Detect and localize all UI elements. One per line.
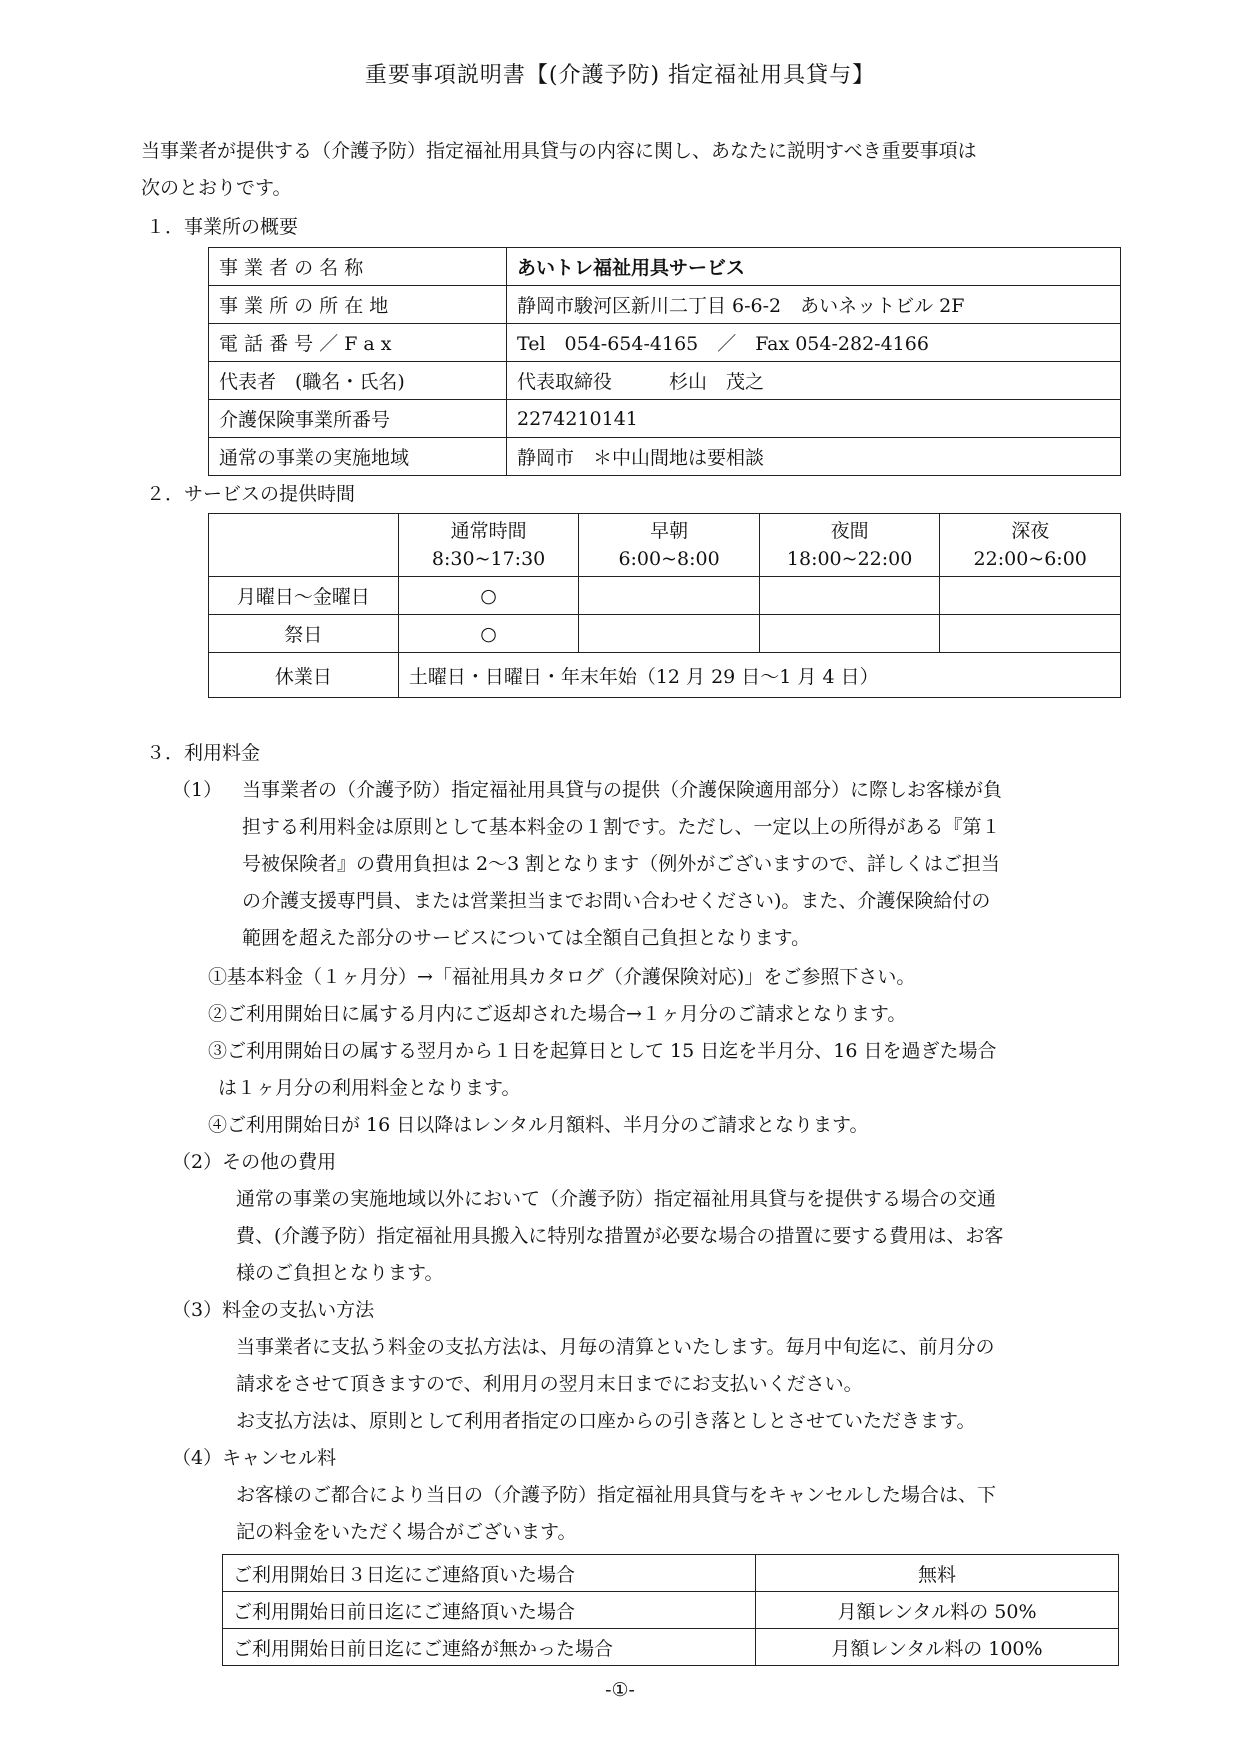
fee-item: は１ヶ月分の利用料金となります。 bbox=[218, 1077, 521, 1099]
fee-item: ③ご利用開始日の属する翌月から１日を起算日として 15 日迄を半月分、16 日を過ぎた場合 bbox=[208, 1040, 997, 1062]
row-label: 電 話 番 号 ／ F a x bbox=[209, 324, 507, 362]
p4-line: お客様のご都合により当日の（介護予防）指定福祉用具貸与をキャンセルした場合は、下 bbox=[236, 1484, 997, 1506]
table-row bbox=[223, 1592, 1119, 1629]
column-header: 通常時間 8:30~17:30 bbox=[398, 514, 579, 577]
cancellation-fee-table bbox=[222, 1554, 1119, 1666]
table-cell bbox=[940, 577, 1121, 615]
fee-item: ①基本料金（１ヶ月分）→「福祉用具カタログ（介護保険対応)」をご参照下さい。 bbox=[208, 966, 916, 988]
p1-line: 当事業者の（介護予防）指定福祉用具貸与の提供（介護保険適用部分）に際しお客様が負 bbox=[242, 779, 1003, 801]
cancel-condition: ご利用開始日３日迄にご連絡頂いた場合 bbox=[223, 1555, 756, 1592]
table-cell bbox=[759, 577, 940, 615]
p4-heading: （4）キャンセル料 bbox=[172, 1447, 337, 1469]
p3-line: 請求をさせて頂きますので、利用月の翌月末日までにお支払いください。 bbox=[236, 1373, 863, 1395]
p3-line: 当事業者に支払う料金の支払方法は、月毎の清算といたします。毎月中旬迄に、前月分の bbox=[236, 1336, 995, 1358]
p1-line: 範囲を超えた部分のサービスについては全額自己負担となります。 bbox=[242, 927, 811, 949]
section3-heading: ３．利用料金 bbox=[146, 742, 261, 764]
row-label: 休業日 bbox=[209, 653, 399, 698]
row-value: Tel 054-654-4165 ／ Fax 054-282-4166 bbox=[507, 324, 1121, 362]
p2-line: 費、(介護予防）指定福祉用具搬入に特別な措置が必要な場合の措置に要する費用は、お客 bbox=[236, 1225, 1004, 1247]
service-hours-table bbox=[208, 513, 1121, 698]
column-header: 深夜 22:00~6:00 bbox=[940, 514, 1121, 577]
row-label: 通常の事業の実施地域 bbox=[209, 438, 507, 476]
p3-heading: （3）料金の支払い方法 bbox=[172, 1299, 375, 1321]
cancel-fee: 月額レンタル料の 50% bbox=[756, 1592, 1119, 1629]
cancel-fee: 月額レンタル料の 100% bbox=[756, 1629, 1119, 1666]
row-value: 2274210141 bbox=[507, 400, 1121, 438]
section1-heading: １．事業所の概要 bbox=[146, 216, 299, 238]
p2-heading: （2）その他の費用 bbox=[172, 1151, 337, 1173]
cancel-condition: ご利用開始日前日迄にご連絡が無かった場合 bbox=[223, 1629, 756, 1666]
row-label: 事 業 所 の 所 在 地 bbox=[209, 286, 507, 324]
row-label: 事 業 者 の 名 称 bbox=[209, 248, 507, 286]
table-header-row bbox=[209, 514, 1121, 577]
header-empty bbox=[209, 514, 399, 577]
row-value: 静岡市 ＊中山間地は要相談 bbox=[507, 438, 1121, 476]
table-row bbox=[209, 438, 1121, 476]
intro-line-2: 次のとおりです。 bbox=[141, 177, 292, 199]
p1-line: 号被保険者』の費用負担は 2～3 割となります（例外がございますので、詳しくはご担当 bbox=[242, 853, 1000, 875]
table-cell bbox=[759, 615, 940, 653]
p3-line: お支払方法は、原則として利用者指定の口座からの引き落としとさせていただきます。 bbox=[236, 1410, 976, 1432]
page-number: -①- bbox=[605, 1679, 635, 1701]
table-cell: ○ bbox=[398, 615, 579, 653]
table-cell bbox=[940, 615, 1121, 653]
table-row bbox=[209, 362, 1121, 400]
row-value: あいトレ福祉用具サービス bbox=[507, 248, 1121, 286]
row-label: 代表者 (職名・氏名) bbox=[209, 362, 507, 400]
table-cell bbox=[579, 615, 759, 653]
p2-line: 様のご負担となります。 bbox=[236, 1262, 444, 1284]
table-row bbox=[223, 1629, 1119, 1666]
intro-line-1: 当事業者が提供する（介護予防）指定福祉用具貸与の内容に関し、あなたに説明すべき重要事項は bbox=[141, 140, 977, 162]
table-row bbox=[209, 324, 1121, 362]
p1-number: （1） bbox=[172, 779, 223, 801]
p1-line: 担する利用料金は原則として基本料金の１割です。ただし、一定以上の所得がある『第１ bbox=[242, 816, 1001, 838]
row-label: 月曜日～金曜日 bbox=[209, 577, 399, 615]
table-cell bbox=[579, 577, 759, 615]
row-value: 静岡市駿河区新川二丁目 6-6-2 あいネットビル 2F bbox=[507, 286, 1121, 324]
p2-line: 通常の事業の実施地域以外において（介護予防）指定福祉用具貸与を提供する場合の交通 bbox=[236, 1188, 997, 1210]
p1-line: の介護支援専門員、または営業担当までお問い合わせください)。また、介護保険給付の bbox=[242, 890, 991, 912]
cancel-fee: 無料 bbox=[756, 1555, 1119, 1592]
column-header: 早朝 6:00~8:00 bbox=[579, 514, 759, 577]
section2-heading: ２．サービスの提供時間 bbox=[146, 483, 356, 505]
column-header: 夜間 18:00~22:00 bbox=[759, 514, 940, 577]
page-title: 重要事項説明書【(介護予防) 指定福祉用具貸与】 bbox=[364, 63, 876, 88]
table-row bbox=[223, 1555, 1119, 1592]
cancel-condition: ご利用開始日前日迄にご連絡頂いた場合 bbox=[223, 1592, 756, 1629]
fee-item: ④ご利用開始日が 16 日以降はレンタル月額料、半月分のご請求となります。 bbox=[208, 1114, 869, 1136]
table-row bbox=[209, 577, 1121, 615]
row-label: 祭日 bbox=[209, 615, 399, 653]
fee-item: ②ご利用開始日に属する月内にご返却された場合→１ヶ月分のご請求となります。 bbox=[208, 1003, 907, 1025]
row-value: 代表取締役 杉山 茂之 bbox=[507, 362, 1121, 400]
row-label: 介護保険事業所番号 bbox=[209, 400, 507, 438]
p4-line: 記の料金をいただく場合がございます。 bbox=[236, 1521, 577, 1543]
table-row bbox=[209, 400, 1121, 438]
table-row bbox=[209, 248, 1121, 286]
table-cell: ○ bbox=[398, 577, 579, 615]
table-row bbox=[209, 615, 1121, 653]
table-row bbox=[209, 653, 1121, 698]
table-row bbox=[209, 286, 1121, 324]
closed-days-value: 土曜日・日曜日・年末年始（12 月 29 日～1 月 4 日） bbox=[398, 653, 1120, 698]
office-overview-table bbox=[208, 247, 1121, 476]
